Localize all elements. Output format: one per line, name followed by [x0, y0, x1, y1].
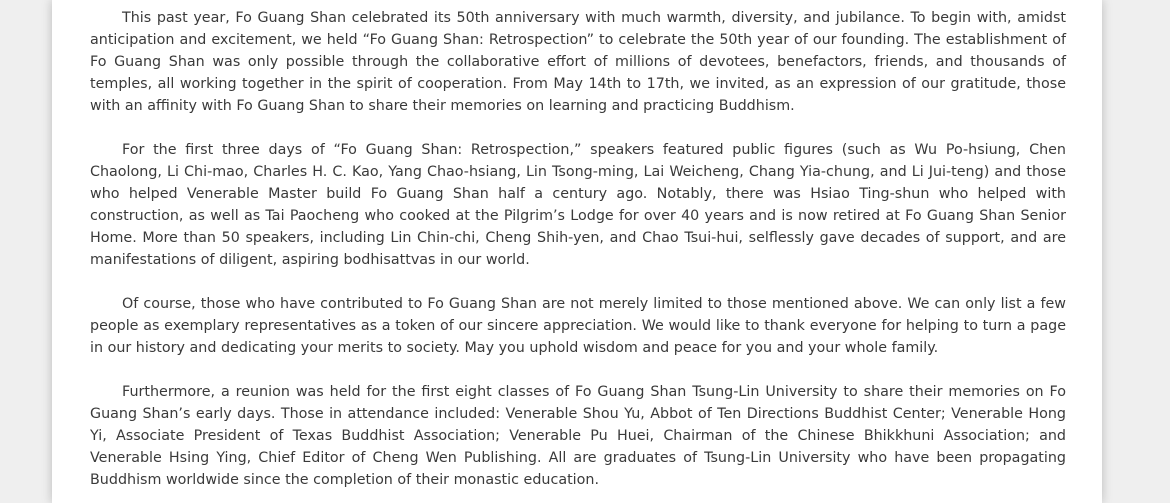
- paragraph-appreciation: Of course, those who have contributed to Fo Guang Shan are not merely limited to those mentioned above. We can only list a few people as exemplary representatives as a token of our sincere appreciation. We would like to thank everyone for helping to turn a page in our history and dedicating your merits to society. May you uphold wisdom and peace for you and your whole family.: [90, 296, 1066, 356]
- article-body: [90, 7, 1066, 503]
- paragraph-anniversary: This past year, Fo Guang Shan celebrated its 50th anniversary with much warmth, diversity, and jubilance. To begin with, amidst anticipation and excitement, we held “Fo Guang Shan: Retrospection” to celebrate the 50th year of our founding. The establishment of Fo Guang Shan was only possible through the collaborative effort of millions of devotees, benefactors, friends, and thousands of temples, all working together in the spirit of cooperation. From May 14th to 17th, we invited, as an expression of our gratitude, those with an affinity with Fo Guang Shan to share their memories on learning and practicing Buddhism.: [90, 10, 1066, 114]
- paragraph-speakers: For the first three days of “Fo Guang Shan: Retrospection,” speakers featured public figures (such as Wu Po-hsiung, Chen Chaolong, Li Chi-mao, Charles H. C. Kao, Yang Chao-hsiang, Lin Tsong-ming, Lai Weicheng, Chang Yia-chung, and Li Jui-teng) and those who helped Venerable Master build Fo Guang Shan half a century ago. Notably, there was Hsiao Ting-shun who helped with construction, as well as Tai Paocheng who cooked at the Pilgrim’s Lodge for over 40 years and is now retired at Fo Guang Shan Senior Home. More than 50 speakers, including Lin Chin-chi, Cheng Shih-yen, and Chao Tsui-hui, selflessly gave decades of support, and are manifestations of diligent, aspiring bodhisattvas in our world.: [90, 142, 1066, 268]
- paragraph-reunion: Furthermore, a reunion was held for the first eight classes of Fo Guang Shan Tsung-Lin University to share their memories on Fo Guang Shan’s early days. Those in attendance included: Venerable Shou Yu, Abbot of Ten Directions Buddhist Center; Venerable Hong Yi, Associate President of Texas Buddhist Association; Venerable Pu Huei, Chairman of the Chinese Bhikkhuni Association; and Venerable Hsing Ying, Chief Editor of Cheng Wen Publishing. All are graduates of Tsung-Lin University who have been propagating Buddhism worldwide since the completion of their monastic education.: [90, 384, 1066, 488]
- document-page: [52, 0, 1102, 503]
